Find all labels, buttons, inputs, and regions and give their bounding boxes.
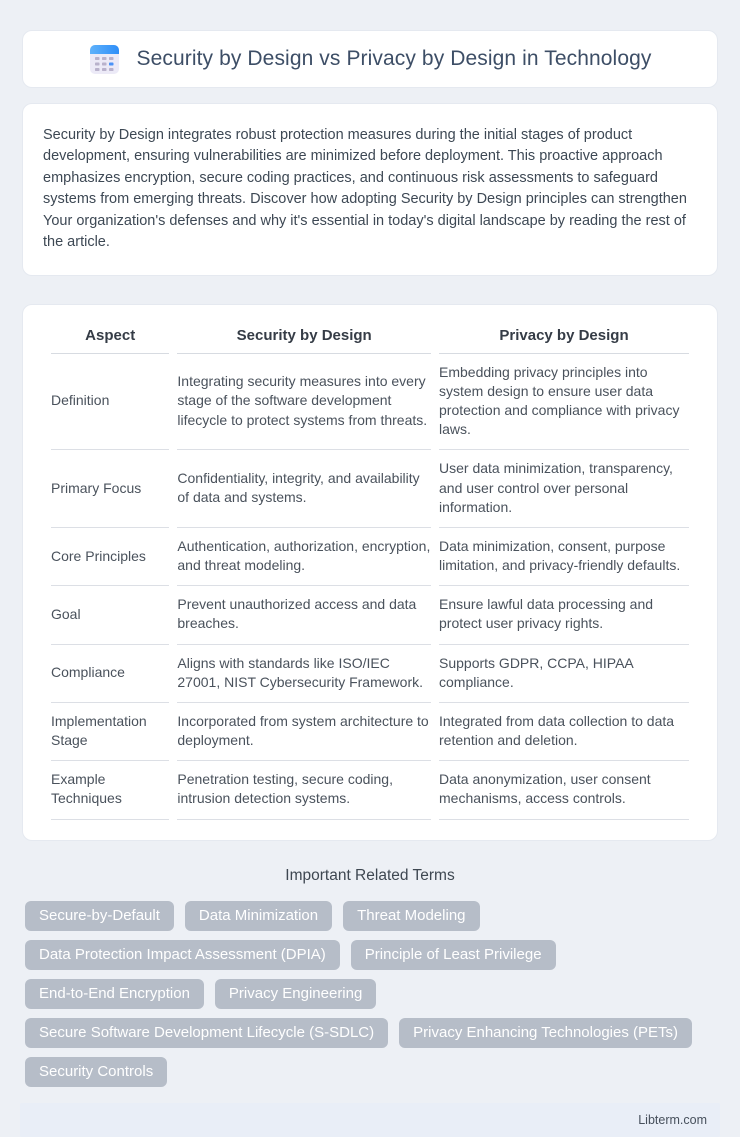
related-term-pill[interactable]: Threat Modeling [343,901,479,931]
related-term-pill[interactable]: Data Protection Impact Assessment (DPIA) [25,940,340,970]
aspect-cell: Core Principles [51,528,169,586]
privacy-cell: Supports GDPR, CCPA, HIPAA compliance. [439,645,689,703]
related-term-pill[interactable]: End-to-End Encryption [25,979,204,1009]
privacy-cell: Ensure lawful data processing and protect user privacy rights. [439,586,689,644]
aspect-cell: Compliance [51,645,169,703]
table-row [51,528,689,586]
table-row [51,761,689,819]
related-term-pill[interactable]: Data Minimization [185,901,332,931]
privacy-cell: Data minimization, consent, purpose limitation, and privacy-friendly defaults. [439,528,689,586]
comparison-table-card [22,304,718,841]
column-header-privacy: Privacy by Design [439,317,689,354]
related-term-pill[interactable]: Privacy Enhancing Technologies (PETs) [399,1018,692,1048]
page-title: Security by Design vs Privacy by Design in Technology [136,47,652,70]
table-row [51,703,689,761]
intro-paragraph: Security by Design integrates robust protection measures during the initial stages of product development, ensuring vulnerabilities are minimized before deployment. This proactive approach emphasizes encryption, secure coding practices, and continuous risk assessments to safeguard systems from emerging threats. Discover how adopting Security by Design principles can strengthen Your organization's defenses and why it's essential in today's digital landscape by reading the rest of the article. [43,127,687,251]
table-row [51,354,689,451]
table-row [51,586,689,644]
privacy-cell: Embedding privacy principles into system design to ensure user data protection and compliance with privacy laws. [439,354,689,451]
security-cell: Integrating security measures into every stage of the software development lifecycle to protect systems from threats. [177,354,431,451]
comparison-table-body [51,354,689,820]
intro-card [22,103,718,276]
aspect-cell: Implementation Stage [51,703,169,761]
security-cell: Aligns with standards like ISO/IEC 27001, NIST Cybersecurity Framework. [177,645,431,703]
aspect-cell: Primary Focus [51,450,169,528]
related-terms-heading: Important Related Terms [285,866,455,884]
security-cell: Prevent unauthorized access and data breaches. [177,586,431,644]
related-term-pill[interactable]: Privacy Engineering [215,979,376,1009]
aspect-cell: Definition [51,354,169,451]
aspect-cell: Goal [51,586,169,644]
page-background [0,30,740,1127]
related-term-pill[interactable]: Principle of Least Privilege [351,940,556,970]
aspect-cell: Example Techniques [51,761,169,819]
privacy-cell: Integrated from data collection to data retention and deletion. [439,703,689,761]
security-cell: Incorporated from system architecture to deployment. [177,703,431,761]
related-term-pill[interactable]: Secure-by-Default [25,901,174,931]
table-row [51,645,689,703]
security-cell: Authentication, authorization, encryption, and threat modeling. [177,528,431,586]
table-header-row [51,317,689,354]
related-term-pill[interactable]: Secure Software Development Lifecycle (S-SDLC) [25,1018,388,1048]
table-row [51,450,689,528]
column-header-aspect: Aspect [51,317,169,354]
calendar-icon [89,44,120,75]
security-cell: Confidentiality, integrity, and availability of data and systems. [177,450,431,528]
column-header-security: Security by Design [177,317,431,354]
header-card [22,30,718,88]
related-term-pill[interactable]: Security Controls [25,1057,167,1087]
footer-bar [20,1103,720,1137]
security-cell: Penetration testing, secure coding, intrusion detection systems. [177,761,431,819]
comparison-table [43,317,697,820]
site-link[interactable]: Libterm.com [638,1112,707,1127]
privacy-cell: User data minimization, transparency, and user control over personal information. [439,450,689,528]
privacy-cell: Data anonymization, user consent mechanisms, access controls. [439,761,689,819]
related-terms-list [22,901,718,1087]
